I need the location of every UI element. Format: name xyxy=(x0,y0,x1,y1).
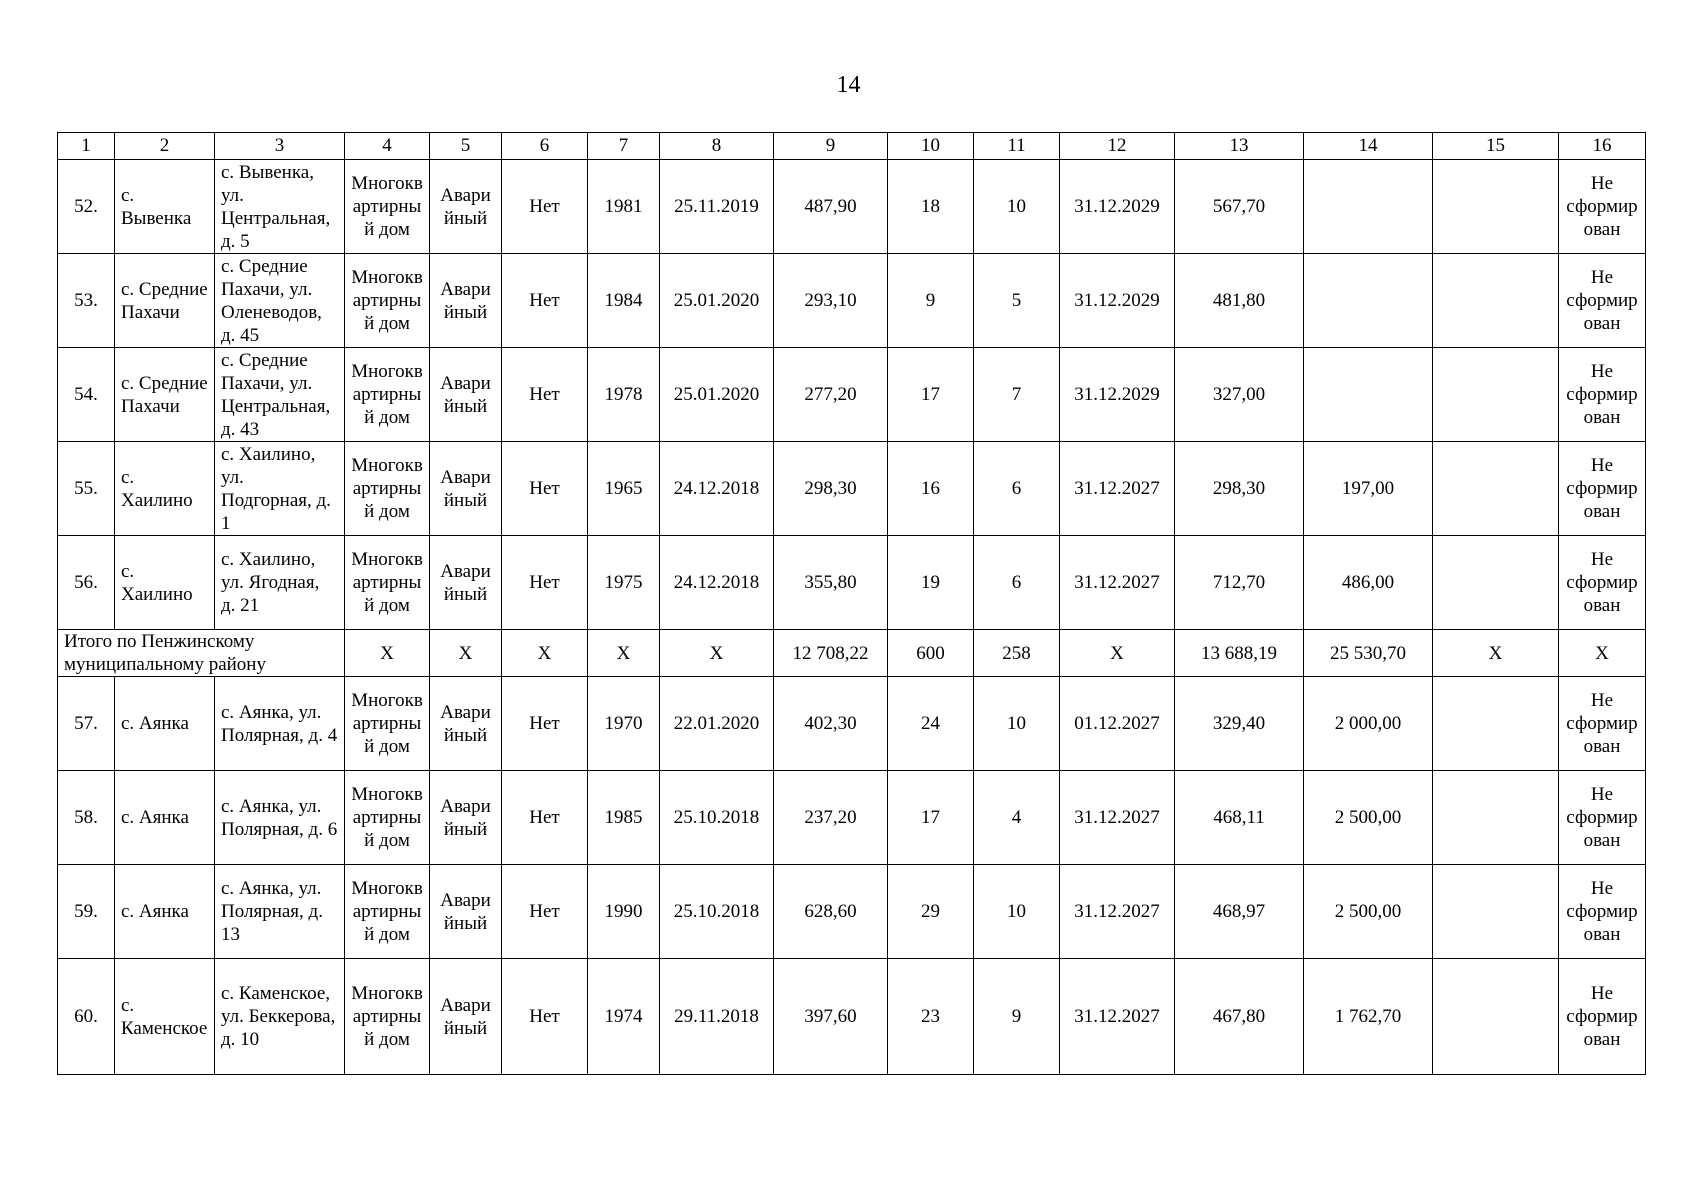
total-col12-cell: Х xyxy=(1060,630,1175,677)
col10-cell: 19 xyxy=(888,536,974,630)
house-type-cell: Многоквартирный дом xyxy=(345,677,430,771)
col6-cell: Нет xyxy=(502,771,588,865)
column-number-1: 1 xyxy=(58,133,115,160)
col15-cell xyxy=(1433,771,1559,865)
column-number-2: 2 xyxy=(115,133,215,160)
col16-cell: Не сформирован xyxy=(1559,348,1646,442)
col15-cell xyxy=(1433,160,1559,254)
deadline-cell: 31.12.2027 xyxy=(1060,536,1175,630)
col11-cell: 9 xyxy=(974,959,1060,1075)
column-number-4: 4 xyxy=(345,133,430,160)
deadline-cell: 31.12.2027 xyxy=(1060,442,1175,536)
column-number-16: 16 xyxy=(1559,133,1646,160)
year-cell: 1974 xyxy=(588,959,660,1075)
col14-cell xyxy=(1304,348,1433,442)
year-cell: 1970 xyxy=(588,677,660,771)
col13-cell: 567,70 xyxy=(1175,160,1304,254)
settlement-cell: с. Средние Пахачи xyxy=(115,348,215,442)
area-cell: 355,80 xyxy=(774,536,888,630)
date-cell: 25.10.2018 xyxy=(660,771,774,865)
col11-cell: 10 xyxy=(974,865,1060,959)
house-type-cell: Многоквартирный дом xyxy=(345,959,430,1075)
col6-cell: Нет xyxy=(502,160,588,254)
row-number-cell: 52. xyxy=(58,160,115,254)
date-cell: 25.11.2019 xyxy=(660,160,774,254)
column-number-row xyxy=(58,133,1646,160)
column-number-6: 6 xyxy=(502,133,588,160)
col6-cell: Нет xyxy=(502,442,588,536)
house-type-cell: Многоквартирный дом xyxy=(345,348,430,442)
column-number-5: 5 xyxy=(430,133,502,160)
total-col8-cell: Х xyxy=(660,630,774,677)
date-cell: 25.10.2018 xyxy=(660,865,774,959)
total-col7-cell: Х xyxy=(588,630,660,677)
col10-cell: 17 xyxy=(888,771,974,865)
address-cell: с. Аянка, ул. Полярная, д. 4 xyxy=(215,677,345,771)
column-number-14: 14 xyxy=(1304,133,1433,160)
settlement-cell: с. Аянка xyxy=(115,677,215,771)
year-cell: 1985 xyxy=(588,771,660,865)
col15-cell xyxy=(1433,959,1559,1075)
house-type-cell: Многоквартирный дом xyxy=(345,865,430,959)
address-cell: с. Вывенка, ул. Центральная, д. 5 xyxy=(215,160,345,254)
col10-cell: 17 xyxy=(888,348,974,442)
col15-cell xyxy=(1433,677,1559,771)
row-number-cell: 55. xyxy=(58,442,115,536)
col11-cell: 10 xyxy=(974,677,1060,771)
settlement-cell: с. Аянка xyxy=(115,771,215,865)
deadline-cell: 31.12.2027 xyxy=(1060,771,1175,865)
total-col11-cell: 258 xyxy=(974,630,1060,677)
area-cell: 487,90 xyxy=(774,160,888,254)
col11-cell: 7 xyxy=(974,348,1060,442)
table-row xyxy=(58,677,1646,771)
date-cell: 25.01.2020 xyxy=(660,348,774,442)
col10-cell: 23 xyxy=(888,959,974,1075)
col14-cell: 2 500,00 xyxy=(1304,865,1433,959)
area-cell: 628,60 xyxy=(774,865,888,959)
date-cell: 24.12.2018 xyxy=(660,536,774,630)
total-col4-cell: Х xyxy=(345,630,430,677)
row-number-cell: 60. xyxy=(58,959,115,1075)
row-number-cell: 56. xyxy=(58,536,115,630)
row-number-cell: 59. xyxy=(58,865,115,959)
col10-cell: 9 xyxy=(888,254,974,348)
column-number-10: 10 xyxy=(888,133,974,160)
settlement-cell: с. Аянка xyxy=(115,865,215,959)
status-cell: Аварийный xyxy=(430,536,502,630)
col11-cell: 5 xyxy=(974,254,1060,348)
table-row xyxy=(58,254,1646,348)
table-row xyxy=(58,959,1646,1075)
deadline-cell: 01.12.2027 xyxy=(1060,677,1175,771)
column-number-15: 15 xyxy=(1433,133,1559,160)
col16-cell: Не сформирован xyxy=(1559,677,1646,771)
table-row xyxy=(58,442,1646,536)
column-number-12: 12 xyxy=(1060,133,1175,160)
status-cell: Аварийный xyxy=(430,677,502,771)
col16-cell: Не сформирован xyxy=(1559,959,1646,1075)
col15-cell xyxy=(1433,442,1559,536)
column-number-9: 9 xyxy=(774,133,888,160)
area-cell: 397,60 xyxy=(774,959,888,1075)
col16-cell: Не сформирован xyxy=(1559,771,1646,865)
address-cell: с. Хаилино, ул. Подгорная, д. 1 xyxy=(215,442,345,536)
address-cell: с. Средние Пахачи, ул. Центральная, д. 43 xyxy=(215,348,345,442)
page-number: 14 xyxy=(836,72,861,98)
column-number-3: 3 xyxy=(215,133,345,160)
col6-cell: Нет xyxy=(502,348,588,442)
settlement-cell: с. Средние Пахачи xyxy=(115,254,215,348)
col11-cell: 6 xyxy=(974,442,1060,536)
year-cell: 1975 xyxy=(588,536,660,630)
col14-cell: 486,00 xyxy=(1304,536,1433,630)
total-col15-cell: Х xyxy=(1433,630,1559,677)
col13-cell: 468,11 xyxy=(1175,771,1304,865)
status-cell: Аварийный xyxy=(430,254,502,348)
address-cell: с. Аянка, ул. Полярная, д. 6 xyxy=(215,771,345,865)
total-col13-cell: 13 688,19 xyxy=(1175,630,1304,677)
total-col16-cell: Х xyxy=(1559,630,1646,677)
col16-cell: Не сформирован xyxy=(1559,442,1646,536)
settlement-cell: с. Хаилино xyxy=(115,442,215,536)
column-number-7: 7 xyxy=(588,133,660,160)
col6-cell: Нет xyxy=(502,254,588,348)
col15-cell xyxy=(1433,536,1559,630)
area-cell: 402,30 xyxy=(774,677,888,771)
col14-cell xyxy=(1304,160,1433,254)
status-cell: Аварийный xyxy=(430,865,502,959)
col16-cell: Не сформирован xyxy=(1559,160,1646,254)
col15-cell xyxy=(1433,254,1559,348)
col13-cell: 327,00 xyxy=(1175,348,1304,442)
col11-cell: 4 xyxy=(974,771,1060,865)
address-cell: с. Каменское, ул. Беккерова, д. 10 xyxy=(215,959,345,1075)
col14-cell: 2 500,00 xyxy=(1304,771,1433,865)
total-col10-cell: 600 xyxy=(888,630,974,677)
settlement-cell: с. Хаилино xyxy=(115,536,215,630)
year-cell: 1965 xyxy=(588,442,660,536)
col14-cell: 2 000,00 xyxy=(1304,677,1433,771)
table-row xyxy=(58,536,1646,630)
col16-cell: Не сформирован xyxy=(1559,254,1646,348)
col13-cell: 712,70 xyxy=(1175,536,1304,630)
col14-cell xyxy=(1304,254,1433,348)
house-type-cell: Многоквартирный дом xyxy=(345,160,430,254)
house-type-cell: Многоквартирный дом xyxy=(345,442,430,536)
column-number-13: 13 xyxy=(1175,133,1304,160)
row-number-cell: 54. xyxy=(58,348,115,442)
col13-cell: 468,97 xyxy=(1175,865,1304,959)
date-cell: 29.11.2018 xyxy=(660,959,774,1075)
col16-cell: Не сформирован xyxy=(1559,865,1646,959)
year-cell: 1990 xyxy=(588,865,660,959)
emergency-housing-table xyxy=(57,132,1646,1075)
status-cell: Аварийный xyxy=(430,771,502,865)
area-cell: 298,30 xyxy=(774,442,888,536)
year-cell: 1978 xyxy=(588,348,660,442)
status-cell: Аварийный xyxy=(430,959,502,1075)
house-type-cell: Многоквартирный дом xyxy=(345,771,430,865)
table-row xyxy=(58,771,1646,865)
col13-cell: 298,30 xyxy=(1175,442,1304,536)
deadline-cell: 31.12.2027 xyxy=(1060,865,1175,959)
settlement-cell: с. Вывенка xyxy=(115,160,215,254)
table-row xyxy=(58,160,1646,254)
area-cell: 293,10 xyxy=(774,254,888,348)
col16-cell: Не сформирован xyxy=(1559,536,1646,630)
area-cell: 277,20 xyxy=(774,348,888,442)
deadline-cell: 31.12.2029 xyxy=(1060,348,1175,442)
col10-cell: 29 xyxy=(888,865,974,959)
date-cell: 22.01.2020 xyxy=(660,677,774,771)
total-col9-cell: 12 708,22 xyxy=(774,630,888,677)
total-col5-cell: Х xyxy=(430,630,502,677)
col13-cell: 329,40 xyxy=(1175,677,1304,771)
col6-cell: Нет xyxy=(502,865,588,959)
total-label: Итого по Пенжинскому муниципальному району xyxy=(58,630,345,677)
row-number-cell: 58. xyxy=(58,771,115,865)
table-row xyxy=(58,865,1646,959)
year-cell: 1981 xyxy=(588,160,660,254)
col14-cell: 1 762,70 xyxy=(1304,959,1433,1075)
status-cell: Аварийный xyxy=(430,348,502,442)
deadline-cell: 31.12.2027 xyxy=(1060,959,1175,1075)
col10-cell: 18 xyxy=(888,160,974,254)
date-cell: 25.01.2020 xyxy=(660,254,774,348)
house-type-cell: Многоквартирный дом xyxy=(345,536,430,630)
col10-cell: 24 xyxy=(888,677,974,771)
col14-cell: 197,00 xyxy=(1304,442,1433,536)
col11-cell: 10 xyxy=(974,160,1060,254)
col15-cell xyxy=(1433,348,1559,442)
area-cell: 237,20 xyxy=(774,771,888,865)
col15-cell xyxy=(1433,865,1559,959)
col13-cell: 481,80 xyxy=(1175,254,1304,348)
column-number-11: 11 xyxy=(974,133,1060,160)
total-col6-cell: Х xyxy=(502,630,588,677)
row-number-cell: 53. xyxy=(58,254,115,348)
col10-cell: 16 xyxy=(888,442,974,536)
date-cell: 24.12.2018 xyxy=(660,442,774,536)
total-col14-cell: 25 530,70 xyxy=(1304,630,1433,677)
table-row xyxy=(58,348,1646,442)
year-cell: 1984 xyxy=(588,254,660,348)
deadline-cell: 31.12.2029 xyxy=(1060,160,1175,254)
district-total-row xyxy=(58,630,1646,677)
col13-cell: 467,80 xyxy=(1175,959,1304,1075)
col6-cell: Нет xyxy=(502,677,588,771)
row-number-cell: 57. xyxy=(58,677,115,771)
settlement-cell: с. Каменское xyxy=(115,959,215,1075)
col6-cell: Нет xyxy=(502,536,588,630)
col11-cell: 6 xyxy=(974,536,1060,630)
deadline-cell: 31.12.2029 xyxy=(1060,254,1175,348)
address-cell: с. Аянка, ул. Полярная, д. 13 xyxy=(215,865,345,959)
column-number-8: 8 xyxy=(660,133,774,160)
house-type-cell: Многоквартирный дом xyxy=(345,254,430,348)
status-cell: Аварийный xyxy=(430,160,502,254)
col6-cell: Нет xyxy=(502,959,588,1075)
address-cell: с. Хаилино, ул. Ягодная, д. 21 xyxy=(215,536,345,630)
status-cell: Аварийный xyxy=(430,442,502,536)
address-cell: с. Средние Пахачи, ул. Оленеводов, д. 45 xyxy=(215,254,345,348)
